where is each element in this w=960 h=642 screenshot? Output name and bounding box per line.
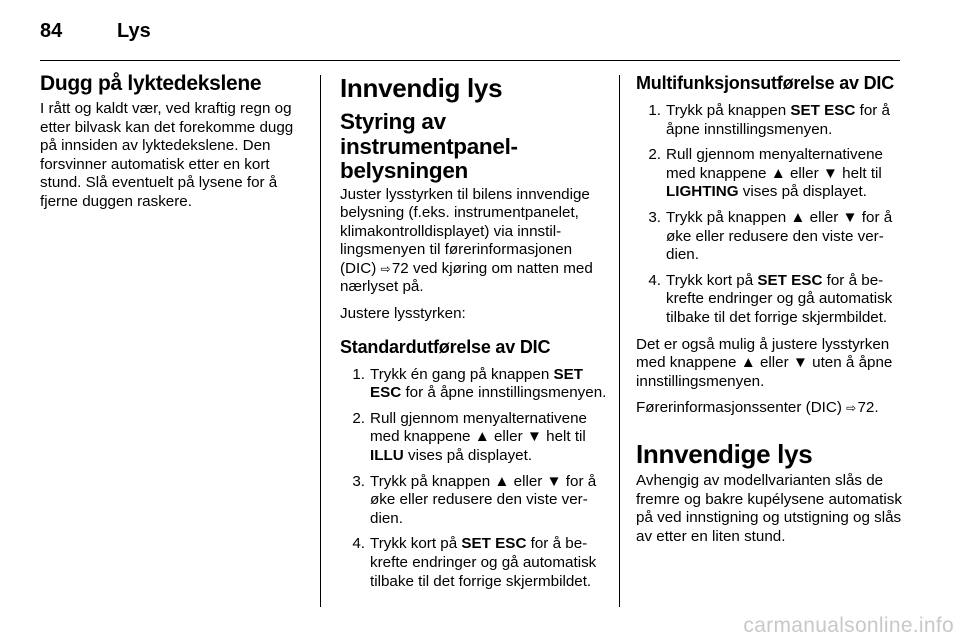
step-text: Trykk kort på SET ESC for å bekrefte endringer og gå automatisk tilbake til det forrige skjermbildet. xyxy=(370,535,597,590)
step-text: Trykk på knappen ▲ eller ▼ for å øke eller redusere den viste verdien. xyxy=(666,208,893,264)
list-item xyxy=(340,473,608,529)
column-3 xyxy=(636,72,906,554)
interior-body: Avhengig av modellvarianten slås de fremre og bakre kupélysene automatisk på ved innstigning og utstigning og slås av etter en liten stund. xyxy=(636,471,902,545)
step-text: Rull gjennom menyalternativene med knappene ▲ eller ▼ helt til ILLU vises på displayet. xyxy=(370,409,587,465)
page-reference-icon: ⇨ xyxy=(846,401,857,416)
step-text: Trykk på knappen SET ESC for å åpne innstillingsmenyen. xyxy=(666,102,891,138)
standard-steps-list xyxy=(340,366,608,592)
intro-text-b: ved kjøring om natten med nærlyset på. xyxy=(340,259,593,296)
list-item xyxy=(636,272,906,328)
multifunction-steps-list xyxy=(636,102,906,328)
step-number: 1. xyxy=(648,102,661,119)
step-number: 4. xyxy=(648,271,661,289)
list-item xyxy=(636,102,906,139)
innvendige-lys-heading: Innvendige lys xyxy=(636,438,813,469)
step-number: 2. xyxy=(352,409,365,427)
step-number: 3. xyxy=(648,208,661,226)
list-item xyxy=(340,410,608,466)
dugg-heading: Dugg på lyktedekslene xyxy=(40,72,262,95)
header-rule xyxy=(40,60,900,61)
list-item xyxy=(340,535,608,591)
page-header xyxy=(0,0,960,62)
column-2 xyxy=(340,72,608,599)
page-reference-icon: ⇨ xyxy=(380,261,391,276)
innvendig-lys-heading: Innvendig lys xyxy=(340,73,503,103)
step-text: Trykk én gang på knappen SET ESC for å åpne innstillingsmenyen. xyxy=(370,365,607,402)
page-reference-number: 72 xyxy=(857,399,875,417)
intro-text-a: Juster lysstyrken til bilens innvendige belysning (f.eks. instrumentpanelet, klimakontrolldisplayet) via innstillingsmenyen til førerinformasjonen (DIC) xyxy=(340,185,590,277)
step-text: Rull gjennom menyalternativene med knappene ▲ eller ▼ helt til LIGHTING vises på displayet. xyxy=(666,146,883,201)
step-number: 1. xyxy=(352,365,365,383)
intro-paragraph xyxy=(340,186,608,298)
page-reference-number: 72 xyxy=(391,259,409,277)
dic-reference: Førerinformasjonssenter (DIC) ⇨ 72. xyxy=(636,399,879,417)
step-text: Trykk på knappen ▲ eller ▼ for å øke eller redusere den viste verdien. xyxy=(370,472,597,527)
step-text: Trykk kort på SET ESC for å bekrefte endringer og gå automatisk tilbake til det forrige skjermbildet. xyxy=(666,271,893,326)
adjust-label: Justere lysstyrken: xyxy=(340,305,466,323)
step-number: 2. xyxy=(648,146,661,164)
page-number: 84 xyxy=(40,20,63,42)
multifunction-dic-heading: Multifunksjonsutførelse av DIC xyxy=(636,73,895,93)
standard-dic-heading: Standardutførelse av DIC xyxy=(340,336,551,357)
step-number: 3. xyxy=(352,472,365,490)
step-number: 4. xyxy=(352,535,365,553)
styring-subheading: Styring av instrumentpanelbelysningen xyxy=(340,109,519,183)
dugg-body: I rått og kaldt vær, ved kraftig regn og etter bilvask kan det forekomme dugg på innsiden av lyktedekslene. Den forsvinner automatisk etter en kort stund. Slå eventuelt på lysene for å fjerne duggen raskere. xyxy=(40,100,294,210)
list-item xyxy=(636,209,906,265)
column-1 xyxy=(40,72,312,220)
watermark: carmanualsonline.info xyxy=(743,614,954,637)
also-paragraph: Det er også mulig å justere lysstyrken med knappene ▲ eller ▼ uten å åpne innstillingsmenyen. xyxy=(636,335,893,390)
list-item xyxy=(340,366,608,403)
column-divider-1 xyxy=(320,75,321,607)
column-divider-2 xyxy=(619,75,620,607)
list-item xyxy=(636,146,906,202)
page-title: Lys xyxy=(117,20,151,42)
